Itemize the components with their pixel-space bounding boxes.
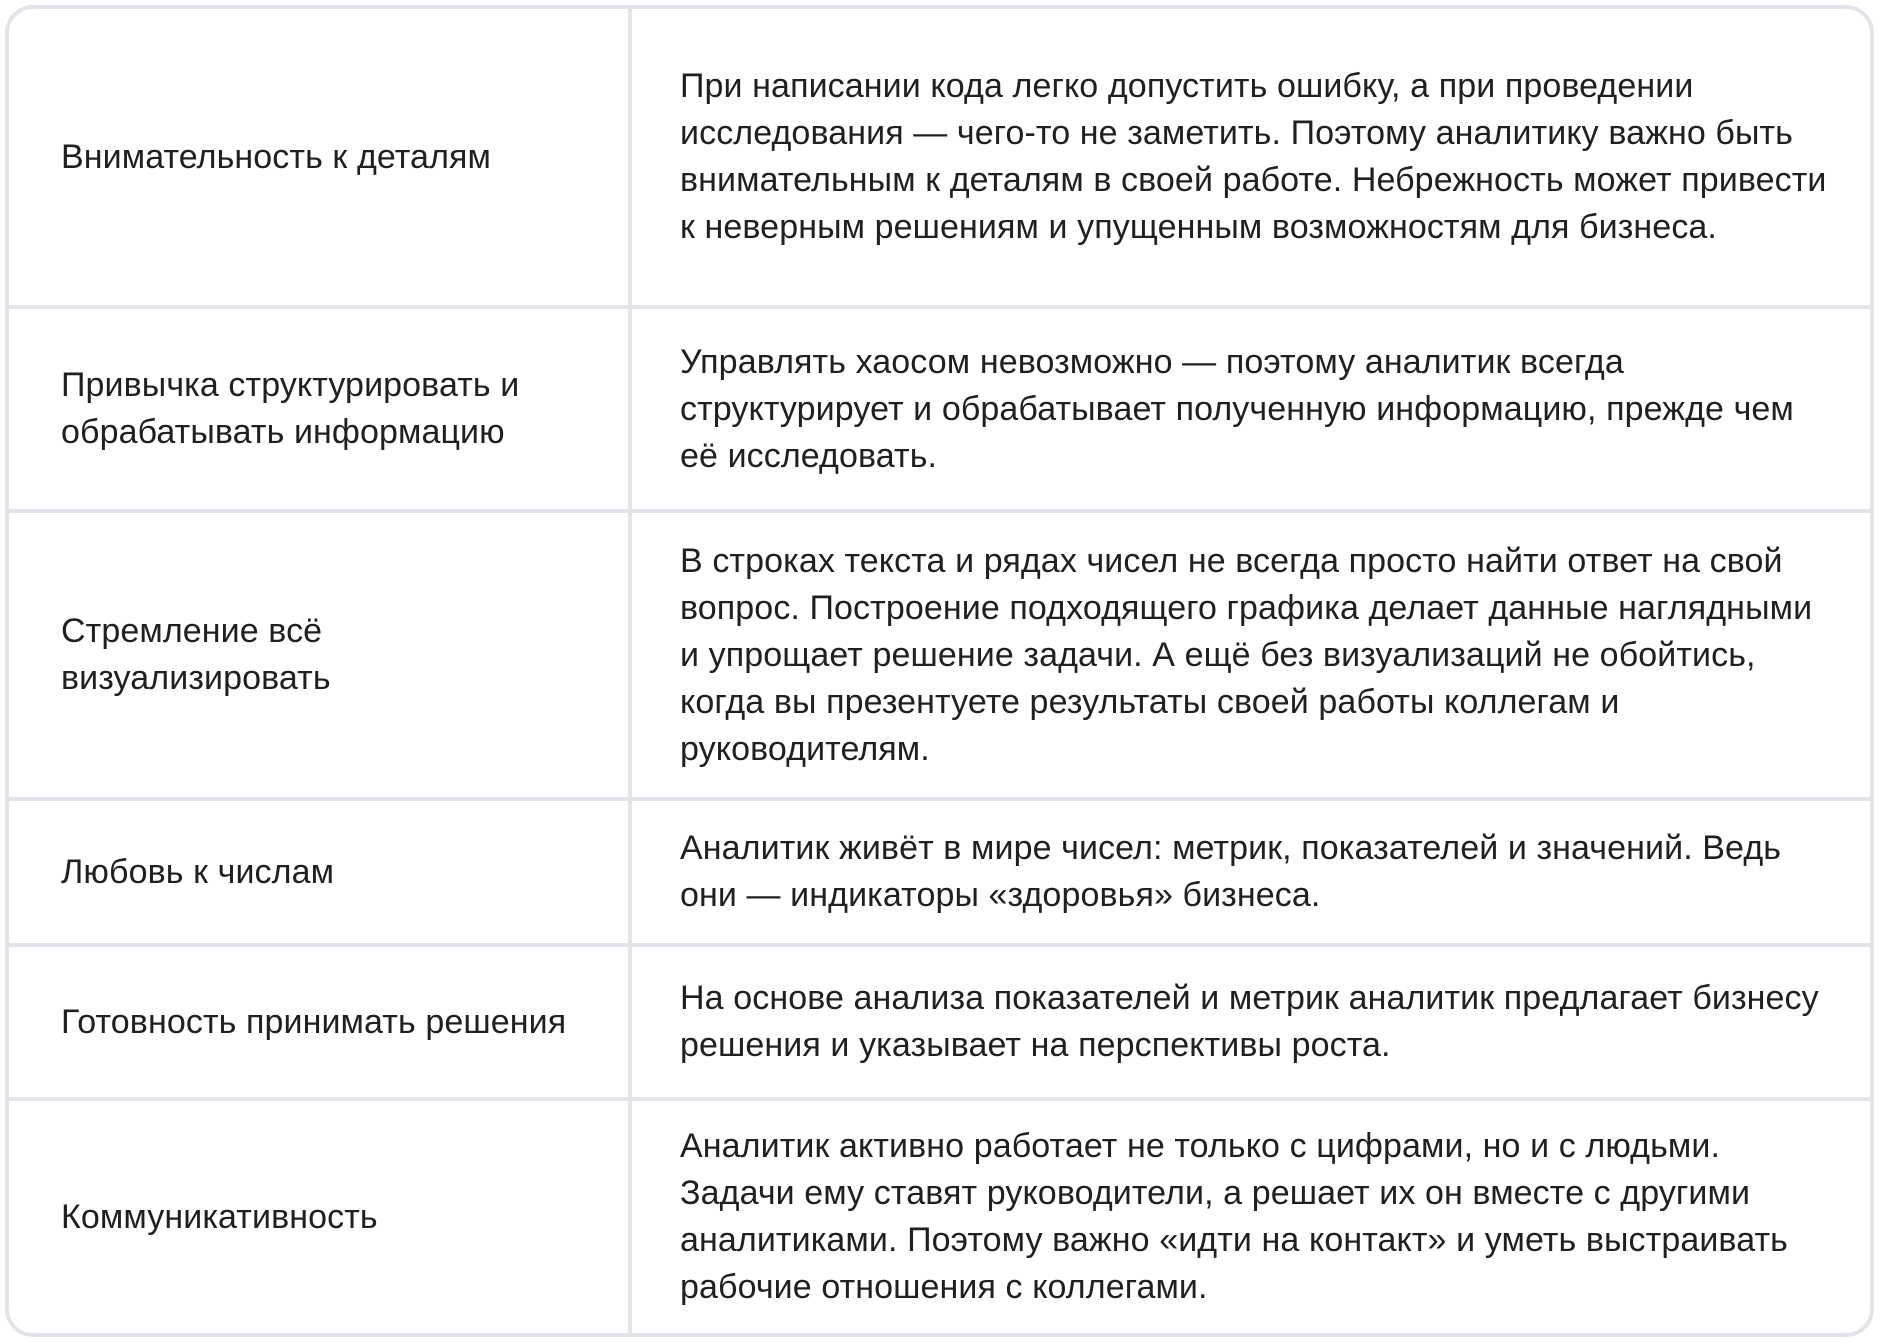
table-row: [9, 1099, 1870, 1333]
quality-cell: Привычка структурировать и обрабатывать информацию: [9, 307, 630, 511]
quality-cell: Любовь к числам: [9, 799, 630, 945]
table-row: [9, 511, 1870, 799]
quality-cell: Коммуникативность: [9, 1099, 630, 1333]
description-cell: Управлять хаосом невозможно — поэтому аналитик всегда структурирует и обрабатывает полученную информацию, прежде чем её исследовать.: [680, 342, 1794, 475]
quality-cell: Стремление всё визуализировать: [9, 511, 630, 799]
quality-cell: Готовность принимать решения: [9, 945, 630, 1099]
analyst-qualities-table: [9, 9, 1870, 1333]
table-row: [9, 945, 1870, 1099]
table-row: [9, 799, 1870, 945]
quality-cell: Внимательность к деталям: [9, 9, 630, 307]
description-cell: В строках текста и рядах чисел не всегда просто найти ответ на свой вопрос. Построение подходящего графика делает данные наглядными и упрощает решение задачи. А ещё без визуализаций не обойтись, когда вы презентуете результаты своей работы коллегам и руководителям.: [680, 541, 1813, 768]
description-cell: Аналитик активно работает не только с цифрами, но и с людьми. Задачи ему ставят руководители, а решает их он вместе с другими аналитиками. Поэтому важно «идти на контакт» и уметь выстраивать рабочие отношения с коллегами.: [680, 1127, 1788, 1306]
table-row: [9, 9, 1870, 307]
table-row: [9, 307, 1870, 511]
qualities-table-card: [5, 5, 1874, 1337]
description-cell: При написании кода легко допустить ошибку, а при проведении исследования — чего-то не заметить. Поэтому аналитику важно быть внимательным к деталям в своей работе. Небрежность может привести к неверным решениям и упущенным возможностям для бизнеса.: [680, 67, 1827, 246]
description-cell: На основе анализа показателей и метрик аналитик предлагает бизнесу решения и указывает на перспективы роста.: [680, 979, 1819, 1064]
description-cell: Аналитик живёт в мире чисел: метрик, показателей и значений. Ведь они — индикаторы «здоровья» бизнеса.: [680, 829, 1782, 914]
